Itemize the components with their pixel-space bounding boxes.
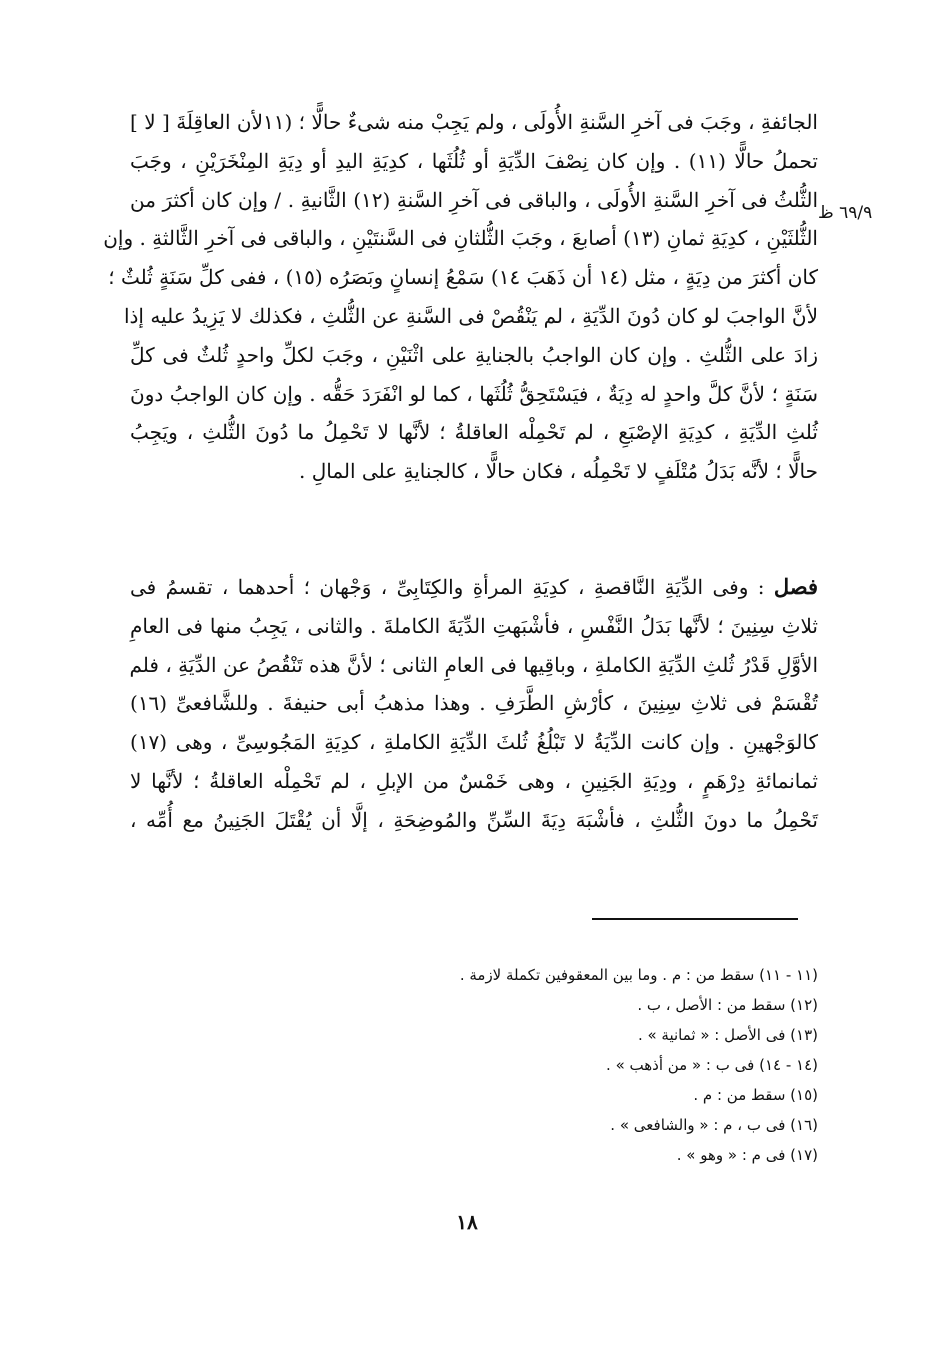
- text-line: لأنَّ الواجبَ لو كان دُونَ الدِّيَةِ ، لم يَنْقُصْ فى السَّنةِ عن الثُّلثِ ، فكذلك لا يَزِيدُ عليه إذا: [123, 303, 818, 328]
- text-line: تَحْمِلُ ما دونَ الثُّلثِ ، فأشْبَهَ دِيَةَ السِّنِّ والمُوضِحَةِ ، إلَّا أن يُقْتَلَ الجَنِينُ مع أُمِّه ،: [130, 807, 818, 832]
- footnote-item: (١٤ - ١٤) فى ب : « من أذهب » .: [606, 1056, 818, 1074]
- main-paragraph-1: [103, 103, 819, 491]
- text-line: الثُّلثَيْنِ ، كدِيَةِ ثمانِ (١٣) أصابعَ ، وجَبَ الثُّلثانِ فى السَّنتَيْنِ ، والباقى فى آخرِ الثَّالثةِ . وإن: [103, 226, 818, 251]
- text-line-rest: : وفى الدِّيَةِ النَّاقصةِ ، كدِيَةِ المرأةِ والكِتَابِىِّ ، وَجْهان ؛ أحدهما ، تقسمُ فى: [130, 575, 774, 599]
- footnote-item: (١٥) سقط من : م .: [693, 1086, 818, 1104]
- section-heading: فصل: [773, 574, 818, 599]
- text-line: ثُلثِ الدِّيَةِ ، كدِيَةِ الإصْبَعِ ، لم تَحْمِلْه العاقلةُ ؛ لأنَّها لا تَحْمِلُ ما دُونَ الثُّلثِ ، ويَجِبُ: [130, 420, 818, 445]
- text-line: تحملُ حالًّا (١١) . وإن كان نِصْفَ الدِّيَةِ أو ثُلُثَها ، كدِيَةِ اليدِ أو دِيَةِ المِنْخَرَيْنِ ، وجَبَ: [130, 148, 818, 173]
- footnote-item: (١٣) فى الأصل : « ثمانية » .: [637, 1026, 818, 1044]
- margin-reference: ٦٩/٩ ظ: [818, 203, 873, 223]
- text-line: زادَ على الثُّلثِ . وإن كان الواجبُ بالجنايةِ على اثْنَيْنِ ، وجَبَ لكلِّ واحدٍ ثُلثٌ فى كلِّ: [130, 342, 818, 367]
- footnote-item: (١١ - ١١) سقط من : م . وما بين المعقوفين تكملة لازمة .: [459, 966, 818, 984]
- text-line: الثُّلثُ فى آخرِ السَّنةِ الأُولَى ، والباقى فى آخرِ السَّنةِ (١٢) الثَّانيةِ . / وإن كان أكثرَ من: [130, 187, 819, 212]
- text-line: كان أكثرَ من دِيَةٍ ، مثل (١٤ أن ذَهَبَ ١٤) سَمْعُ إنسانٍ وبَصَرُه (١٥) ، ففى كلِّ سَنَةٍ ثُلثٌ ؛: [108, 265, 818, 290]
- footnote-separator: [592, 918, 798, 920]
- text-line: سَنَةٍ ؛ لأنَّ كلَّ واحدٍ له دِيَةٌ ، فيَسْتَحِقُّ ثُلُثَها ، كما لو انْفَرَدَ حَقُّه . وإن كان الواجبُ دونَ: [130, 381, 818, 406]
- main-paragraph-2: [130, 568, 818, 840]
- text-line: كالوَجْهينِ . وإن كانت الدِّيَةُ لا تَبْلُغُ ثُلثَ الدِّيَةِ الكاملةِ ، كدِيَةِ المَجُوسِىِّ ، وهى (١٧): [130, 730, 818, 755]
- text-line: ثمانمائةِ دِرْهَمٍ ، ودِيَةِ الجَنِينِ ، وهى خَمْسٌ من الإبلِ ، لم تَحْمِلْه العاقلةُ ؛ لأنَّها لا: [130, 768, 818, 793]
- text-line-first: [130, 568, 818, 607]
- text-line: حالًّا ؛ لأنَّه بَدَلُ مُتْلَفٍ لا تَحْمِلُه ، فكان حالًّا ، كالجنايةِ على المالِ .: [299, 459, 818, 484]
- footnote-item: (١٢) سقط من : الأصل ، ب .: [637, 996, 818, 1014]
- footnote-item: (١٧) فى م : « وهو » .: [676, 1146, 818, 1164]
- text-line: الجائفةِ ، وجَبَ فى آخرِ السَّنةِ الأُولَى ، ولم يَجِبْ منه شىءٌ حالًّا ؛ (١١لأن العاقِلَةَ [ لا ]: [130, 110, 818, 134]
- text-line: ثلاثِ سِنِينَ ؛ لأنَّها بَدَلُ النَّفْسِ ، فأشْبَهتِ الدِّيَةَ الكاملةَ . والثانى ، يَجِبُ منها فى العامِ: [130, 613, 818, 638]
- text-line: تُقْسَمْ فى ثلاثِ سِنِينَ ، كأرْشِ الطَّرَفِ . وهذا مذهبُ أبى حنيفةَ . وللشَّافعىِّ (١٦): [130, 691, 818, 716]
- footnote-item: (١٦) فى ب ، م : « والشافعى » .: [610, 1116, 818, 1134]
- footnotes: [300, 960, 818, 1170]
- text-line: الأوَّلِ قَدْرُ ثُلثِ الدِّيَةِ الكاملةِ ، وباقِيها فى العامِ الثانى ؛ لأنَّ هذه تَنْقُصُ عن الدِّيَةِ ، فلم: [129, 652, 818, 677]
- page-number: ١٨: [456, 1210, 478, 1234]
